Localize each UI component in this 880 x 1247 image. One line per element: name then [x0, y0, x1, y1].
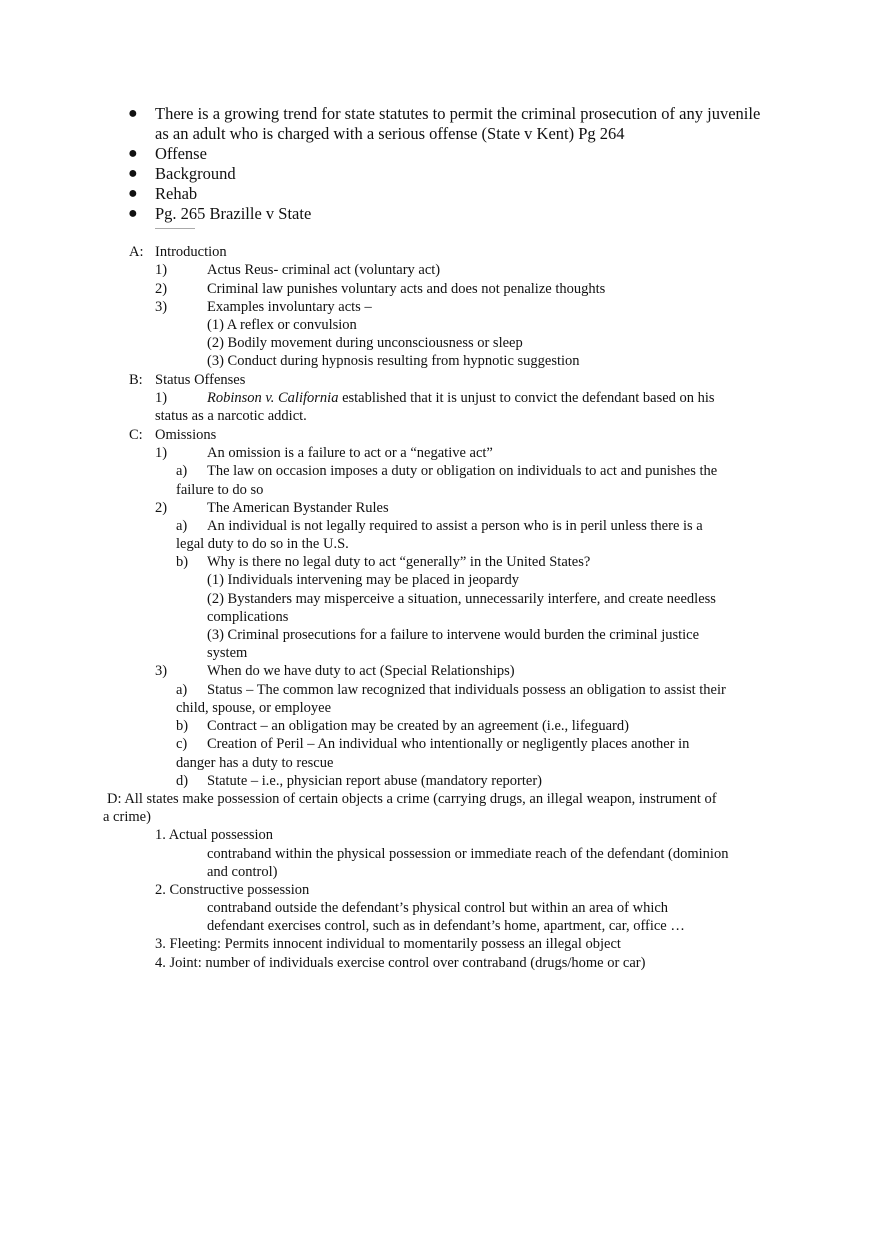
case-name: Robinson v. California: [207, 390, 339, 406]
bullet-dot-icon: ●: [128, 105, 138, 122]
section-d-heading: D: All states make possession of certain objects a crime (carrying drugs, an illegal weapon, instrument of: [107, 791, 717, 807]
section-c-letter: C:: [129, 427, 143, 443]
sub-item: (3) Conduct during hypnosis resulting from hypnotic suggestion: [207, 353, 580, 369]
bullet-dot-icon: ●: [128, 205, 138, 222]
bullet-text: Background: [155, 164, 236, 183]
section-a-title: Introduction: [155, 244, 227, 260]
case-text: established that it is unjust to convict the defendant based on his: [338, 390, 715, 406]
item-number: 3): [155, 663, 168, 679]
sub-sub-item: (1) Individuals intervening may be placed in jeopardy: [207, 572, 520, 588]
item-number: 2): [155, 500, 168, 516]
bullet-text: Rehab: [155, 184, 198, 203]
sub-sub-item-cont: system: [207, 645, 248, 661]
bullet-item: [128, 144, 768, 164]
bullet-text: There is a growing trend for state statutes to permit the criminal prosecution of any juvenile as an adult who is charged with a serious offense (State v Kent) Pg 264: [155, 104, 761, 143]
possession-desc-cont: and control): [207, 864, 278, 880]
section-b-title: Status Offenses: [155, 372, 246, 388]
sub-letter: c): [176, 736, 188, 752]
item-text: Criminal law punishes voluntary acts and does not penalize thoughts: [207, 281, 606, 297]
sub-text: An individual is not legally required to assist a person who is in peril unless there is a: [207, 518, 703, 534]
sub-sub-item: (3) Criminal prosecutions for a failure to intervene would burden the criminal justice: [207, 627, 700, 643]
possession-desc: contraband within the physical possession or immediate reach of the defendant (dominion: [207, 846, 729, 862]
sub-text: The law on occasion imposes a duty or obligation on individuals to act and punishes the: [207, 463, 718, 479]
sub-letter: a): [176, 463, 188, 479]
bullet-text: Pg. 265 Brazille v State: [155, 204, 312, 223]
section-b-letter: B:: [129, 372, 143, 388]
bullet-item: [128, 184, 768, 204]
possession-type: 1. Actual possession: [155, 827, 274, 843]
sub-letter: b): [176, 718, 189, 734]
item-number: 1): [155, 262, 168, 278]
item-text: [207, 389, 715, 407]
bullet-dot-icon: ●: [128, 165, 138, 182]
bullet-dot-icon: ●: [128, 185, 138, 202]
section-d-heading-cont: a crime): [103, 809, 151, 825]
possession-type: 2. Constructive possession: [155, 882, 310, 898]
sub-text: Creation of Peril – An individual who intentionally or negligently places another in: [207, 736, 690, 752]
sub-letter: a): [176, 682, 188, 698]
item-number: 1): [155, 445, 168, 461]
bullet-item: [128, 164, 768, 184]
item-text: The American Bystander Rules: [207, 500, 389, 516]
bullet-list: [128, 104, 768, 224]
sub-sub-item: (2) Bystanders may misperceive a situation, unnecessarily interfere, and create needless: [207, 591, 716, 607]
section-c-title: Omissions: [155, 427, 217, 443]
bullet-item: [128, 104, 768, 144]
possession-desc-cont: defendant exercises control, such as in defendant’s home, apartment, car, office …: [207, 918, 685, 934]
possession-type: 4. Joint: number of individuals exercise control over contraband (drugs/home or car): [155, 955, 646, 971]
sub-letter: a): [176, 518, 188, 534]
item-number: 1): [155, 390, 168, 406]
possession-desc: contraband outside the defendant’s physical control but within an area of which: [207, 900, 669, 916]
sub-text-cont: failure to do so: [176, 482, 264, 498]
bullet-text: Offense: [155, 144, 207, 163]
bullet-item: [128, 204, 768, 224]
sub-sub-item-cont: complications: [207, 609, 289, 625]
item-text: Examples involuntary acts –: [207, 299, 372, 315]
sub-text: Contract – an obligation may be created by an agreement (i.e., lifeguard): [207, 718, 629, 734]
sub-item: (1) A reflex or convulsion: [207, 317, 357, 333]
section-a-letter: A:: [129, 244, 144, 260]
sub-text-cont: danger has a duty to rescue: [176, 755, 334, 771]
sub-text: Why is there no legal duty to act “generally” in the United States?: [207, 554, 591, 570]
item-text: An omission is a failure to act or a “negative act”: [207, 445, 493, 461]
sub-text: Statute – i.e., physician report abuse (mandatory reporter): [207, 773, 542, 789]
sub-text-cont: legal duty to do so in the U.S.: [176, 536, 349, 552]
item-text: When do we have duty to act (Special Relationships): [207, 663, 515, 679]
short-divider: [155, 228, 195, 229]
sub-text-cont: child, spouse, or employee: [176, 700, 332, 716]
sub-letter: d): [176, 773, 189, 789]
bullet-dot-icon: ●: [128, 145, 138, 162]
item-number: 2): [155, 281, 168, 297]
sub-item: (2) Bodily movement during unconsciousness or sleep: [207, 335, 523, 351]
item-text: Actus Reus- criminal act (voluntary act): [207, 262, 441, 278]
item-number: 3): [155, 299, 168, 315]
sub-text: Status – The common law recognized that individuals possess an obligation to assist their: [207, 682, 726, 698]
possession-type: 3. Fleeting: Permits innocent individual to momentarily possess an illegal object: [155, 936, 621, 952]
sub-letter: b): [176, 554, 189, 570]
item-text-cont: status as a narcotic addict.: [155, 408, 307, 424]
